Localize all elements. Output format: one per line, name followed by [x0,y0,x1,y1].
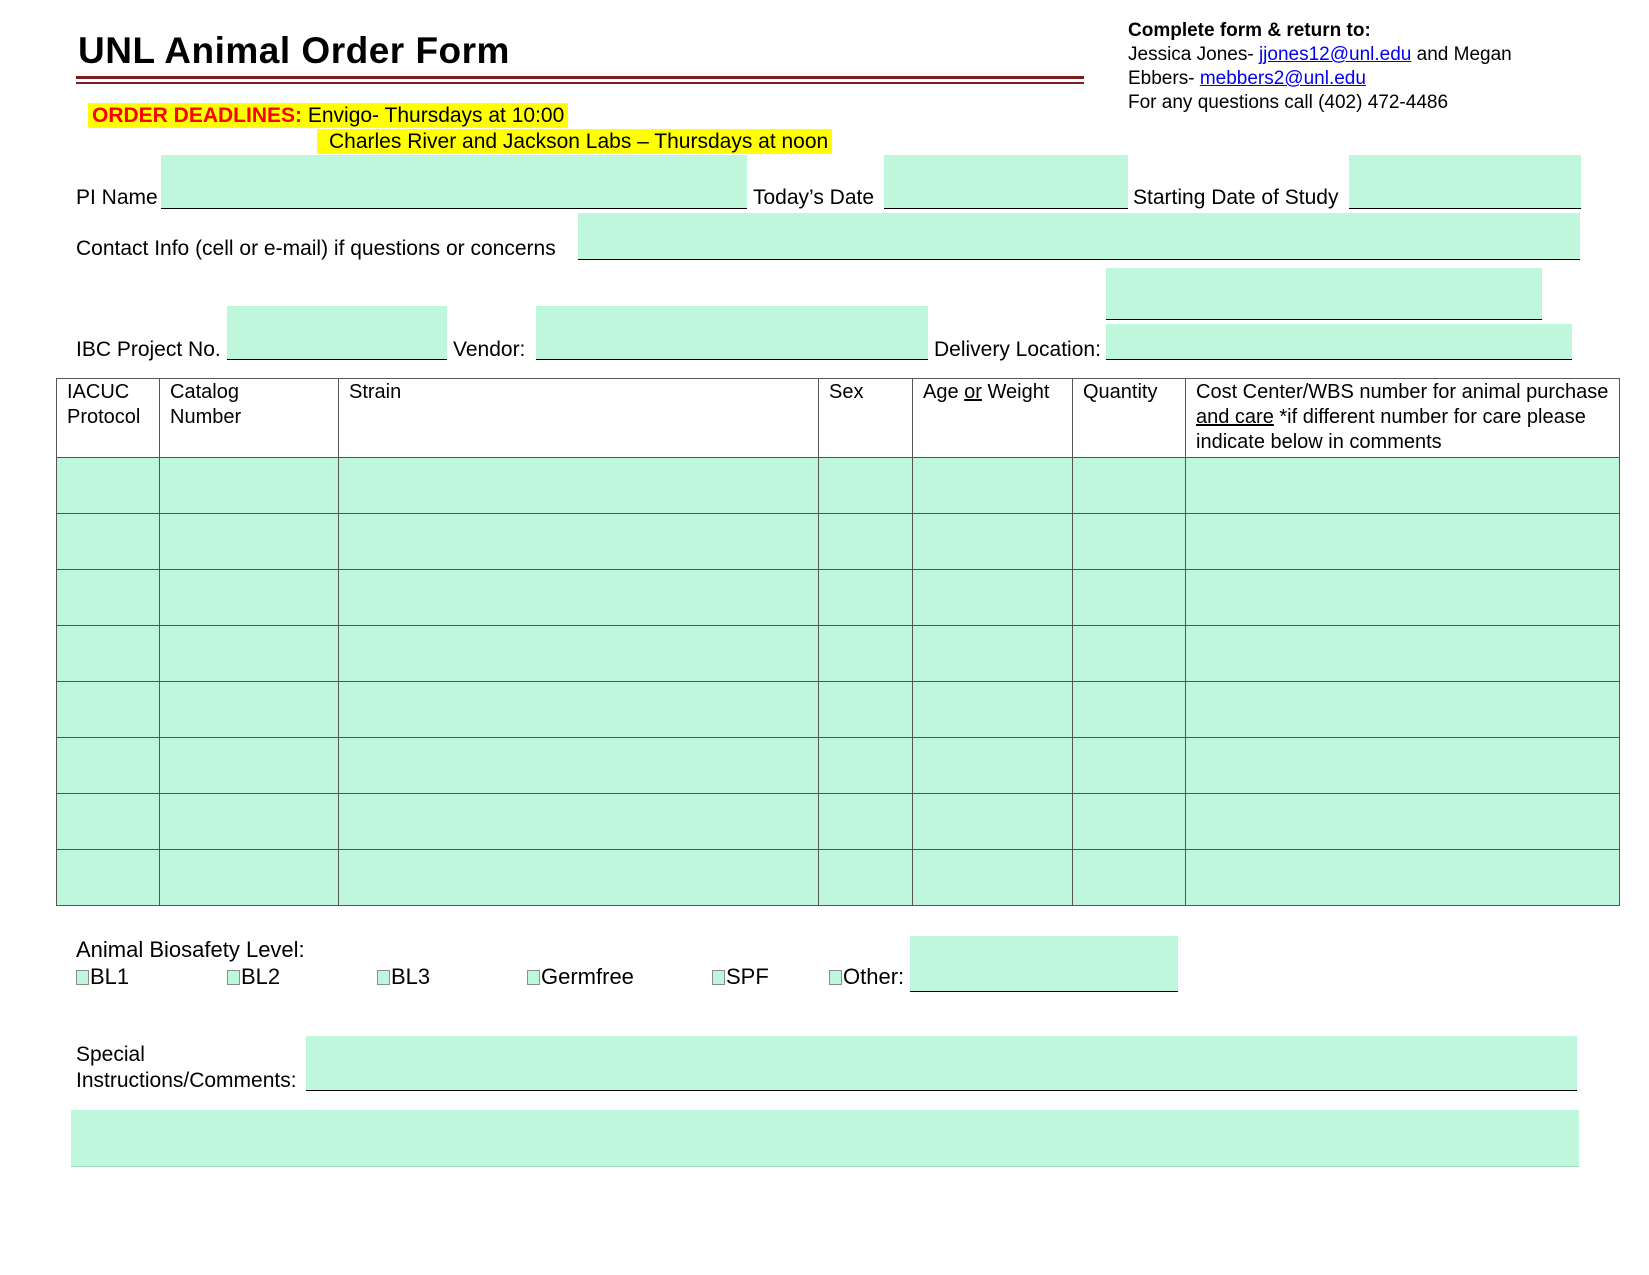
cost-center-cell[interactable] [1186,514,1620,570]
quantity-cell[interactable] [1073,850,1186,906]
iacuc-cell[interactable] [57,850,160,906]
quantity-cell[interactable] [1073,738,1186,794]
age-weight-cell[interactable] [913,682,1073,738]
comments-field-2[interactable] [71,1110,1579,1167]
germfree-checkbox[interactable] [527,970,540,985]
iacuc-cell[interactable] [57,738,160,794]
age-weight-cell[interactable] [913,794,1073,850]
iacuc-cell[interactable] [57,682,160,738]
strain-cell[interactable] [339,514,819,570]
age-weight-cell[interactable] [913,570,1073,626]
contact-info-field[interactable] [578,213,1580,260]
bl2-option[interactable]: BL2 [227,964,280,990]
sex-cell[interactable] [819,570,913,626]
table-row [57,626,1620,682]
contact-info-label: Contact Info (cell or e-mail) if questions or concerns [76,237,556,260]
ibc-project-field[interactable] [227,306,447,360]
delivery-location-label: Delivery Location: [934,338,1101,361]
pi-name-label: PI Name [76,186,158,209]
deadline-label: ORDER DEADLINES: [92,104,303,127]
ibc-project-label: IBC Project No. [76,338,221,361]
cost-center-cell[interactable] [1186,682,1620,738]
strain-cell[interactable] [339,682,819,738]
age-weight-cell[interactable] [913,626,1073,682]
vendor-field[interactable] [536,306,928,360]
contact-line-1: Jessica Jones- jjones12@unl.edu and Megan [1128,44,1512,65]
biosafety-heading: Animal Biosafety Level: [76,937,305,962]
catalog-cell[interactable] [160,570,339,626]
table-row [57,514,1620,570]
bl1-checkbox[interactable] [76,970,89,985]
delivery-location-field[interactable] [1106,324,1572,360]
cost-center-cell[interactable] [1186,458,1620,514]
comments-field[interactable] [306,1036,1577,1091]
strain-cell[interactable] [339,458,819,514]
iacuc-cell[interactable] [57,514,160,570]
strain-cell[interactable] [339,794,819,850]
spf-option[interactable]: SPF [712,964,769,990]
quantity-cell[interactable] [1073,458,1186,514]
comments-label-2: Instructions/Comments: [76,1069,297,1092]
cost-center-cell[interactable] [1186,794,1620,850]
col-iacuc-protocol: IACUC Protocol [57,379,160,458]
table-row [57,570,1620,626]
title-rule-secondary [76,82,1084,84]
bl2-checkbox[interactable] [227,970,240,985]
age-weight-cell[interactable] [913,458,1073,514]
table-row [57,458,1620,514]
table-row [57,850,1620,906]
other-field[interactable] [910,936,1178,992]
catalog-cell[interactable] [160,514,339,570]
bl3-checkbox[interactable] [377,970,390,985]
col-quantity: Quantity [1073,379,1186,458]
age-weight-cell[interactable] [913,738,1073,794]
strain-cell[interactable] [339,570,819,626]
table-header-row [57,379,1620,458]
col-age-weight: Age or Weight [913,379,1073,458]
germfree-option[interactable]: Germfree [527,964,634,990]
cost-center-cell[interactable] [1186,738,1620,794]
catalog-cell[interactable] [160,682,339,738]
col-strain: Strain [339,379,819,458]
delivery-location-field-extra[interactable] [1106,268,1542,320]
order-table [56,378,1620,906]
start-date-label: Starting Date of Study [1133,186,1339,209]
other-checkbox[interactable] [829,970,842,985]
strain-cell[interactable] [339,738,819,794]
cost-center-cell[interactable] [1186,626,1620,682]
other-option[interactable]: Other: [829,964,904,990]
spf-checkbox[interactable] [712,970,725,985]
sex-cell[interactable] [819,794,913,850]
return-heading: Complete form & return to: [1128,20,1371,41]
quantity-cell[interactable] [1073,794,1186,850]
iacuc-cell[interactable] [57,570,160,626]
pi-name-field[interactable] [161,155,747,209]
comments-label-1: Special [76,1043,145,1066]
email-link-mebbers[interactable]: mebbers2@unl.edu [1199,68,1366,89]
strain-cell[interactable] [339,626,819,682]
strain-cell[interactable] [339,850,819,906]
quantity-cell[interactable] [1073,626,1186,682]
iacuc-cell[interactable] [57,794,160,850]
catalog-cell[interactable] [160,626,339,682]
email-link-jjones[interactable]: jjones12@unl.edu [1258,44,1412,65]
cost-center-cell[interactable] [1186,570,1620,626]
todays-date-field[interactable] [884,155,1128,209]
iacuc-cell[interactable] [57,626,160,682]
table-row [57,794,1620,850]
age-weight-cell[interactable] [913,850,1073,906]
sex-cell[interactable] [819,738,913,794]
catalog-cell[interactable] [160,850,339,906]
deadline-line-2: Charles River and Jackson Labs – Thursdays at noon [317,129,832,154]
iacuc-cell[interactable] [57,458,160,514]
bl1-option[interactable]: BL1 [76,964,129,990]
quantity-cell[interactable] [1073,682,1186,738]
sex-cell[interactable] [819,626,913,682]
table-row [57,738,1620,794]
contact-line-2: Ebbers- mebbers2@unl.edu [1128,68,1366,89]
sex-cell[interactable] [819,850,913,906]
catalog-cell[interactable] [160,738,339,794]
col-catalog-number: Catalog Number [160,379,339,458]
start-date-field[interactable] [1349,155,1581,209]
todays-date-label: Today’s Date [753,186,875,209]
quantity-cell[interactable] [1073,570,1186,626]
sex-cell[interactable] [819,458,913,514]
cost-center-cell[interactable] [1186,850,1620,906]
age-weight-cell[interactable] [913,514,1073,570]
vendor-label: Vendor: [453,338,526,361]
deadline-line-1: ORDER DEADLINES: Envigo- Thursdays at 10:00 [88,103,568,128]
sex-cell[interactable] [819,682,913,738]
bl3-option[interactable]: BL3 [377,964,430,990]
col-sex: Sex [819,379,913,458]
contact-phone: For any questions call (402) 472-4486 [1128,92,1449,113]
col-cost-center: Cost Center/WBS number for animal purchase and care *if different number for care please indicate below in comments [1186,379,1620,458]
catalog-cell[interactable] [160,794,339,850]
quantity-cell[interactable] [1073,514,1186,570]
form-title: UNL Animal Order Form [78,30,510,71]
table-row [57,682,1620,738]
title-rule [76,76,1084,79]
catalog-cell[interactable] [160,458,339,514]
sex-cell[interactable] [819,514,913,570]
